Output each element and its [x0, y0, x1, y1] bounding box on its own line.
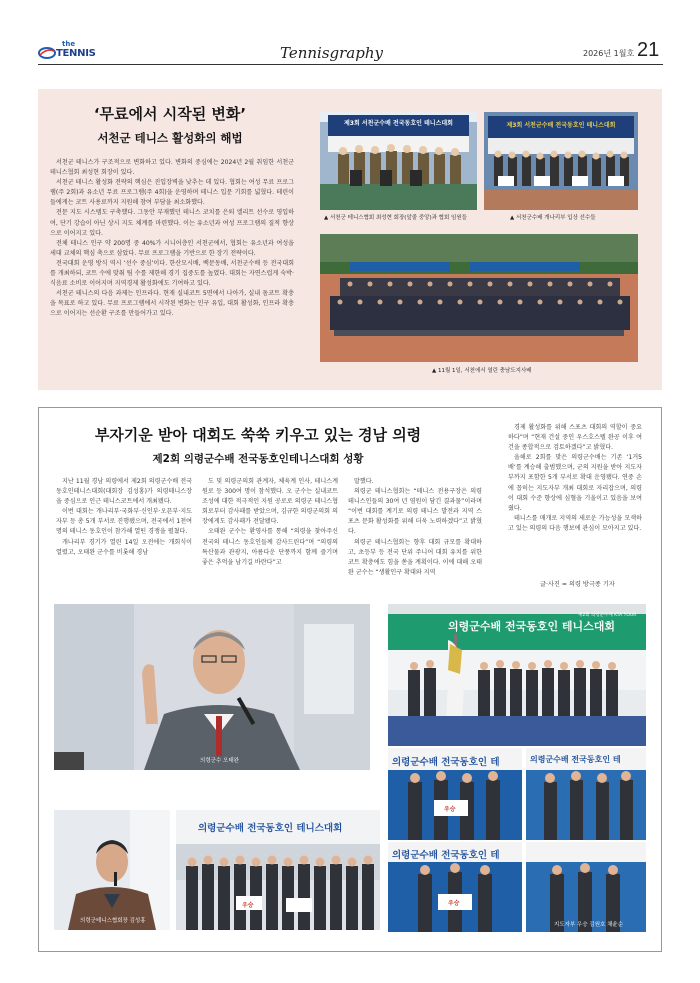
banner-text: 제3회 서천군수배 전국동호인 테니스대회: [506, 122, 616, 129]
paragraph: 올해로 2회를 맞은 의령군수배는 기존 ‘1거5배’를 계승해 출범했으며, 군의 지원을 받아 지도자부까지 포함한 5개 부서로 확대 운영됐다. 연중 손에 꼽히는 지도자부 개최 대회로 자리잡으며, 의령이 대회 수준 향상에 심혈을 기울이고 있음을 보여줬다.: [508, 454, 642, 512]
paragraph: 경제 활성화를 위해 스포츠 대회의 역할이 중요하다”며 “현재 건설 중인 우스호스텔 완공 이후 여건을 종합적으로 검토하겠다”고 밝혔다.: [508, 424, 642, 452]
article-uiryeong-subtitle: 제2회 의령군수배 전국동호인테니스대회 성황: [152, 453, 364, 465]
tennis-logo-icon: [38, 46, 56, 60]
photo-winners-2: [526, 748, 646, 840]
photo-winners-3: [388, 842, 522, 932]
paragraph: 서천군 테니스의 다음 과제는 인프라다. 현재 실내코트 5면에서 나아가, 실내 돔코트 확충을 목표로 하고 있다. 무료 프로그램에서 시작된 변화는 인구 유입, 대회 활성화, 인프라 확충으로 이어지는 선순환 구조를 만들어가고 있다.: [50, 290, 294, 318]
photo-uiryeong-group: [176, 810, 380, 930]
banner-text: 의령군수배 전국동호인 테니스대회: [198, 823, 343, 834]
article-uiryeong-col-4: [508, 423, 642, 534]
banner-text: 제3회 서천군수배 전국동호인 테니스대회: [344, 120, 453, 127]
banner-text: 의령군수배 전국동호인 테: [392, 850, 500, 861]
article-uiryeong-col-1: [56, 477, 192, 558]
page-header: [0, 0, 700, 70]
paragraph: 이번 대회는 개나리부·국화부·신인부·오픈부·지도자부 등 총 5개 부서로 진행됐으며, 전국에서 1천여 명의 테니스 동호인이 참가해 열띤 경쟁을 펼쳤다.: [56, 508, 192, 536]
banner-text: 의령군수배 전국동호인 테: [530, 755, 621, 764]
paragraph: 의령군 테니스협회는 “테니스 전용구장은 의령 테니스인들의 30여 년 염원이 담긴 결과물”이라며 “이번 대회를 계기로 의령 테니스 발전과 지역 스포츠 문화 활성화를 위해 더욱 노력하겠다”고 밝혔다.: [348, 488, 482, 536]
caption-association: ▲ 서천군 테니스협회 최성현 회장(앞줄 중앙)과 협회 임원들: [324, 215, 467, 221]
paragraph: 도 및 의령군의회 관계자, 체육계 인사, 테니스계 원로 등 300여 명이 참석했다. 오 군수는 실내코트 조성에 대한 적극적인 지원 공로로 의령군 테니스협회로부터 감사패를 받았으며, 김규한 의령군의회 의장에게도 감사패가 전달됐다.: [202, 478, 338, 526]
paragraph: 지난 11월 경남 의령에서 제2회 의령군수배 전국동호인테니스대회(대회장 김성홍)가 의령테니스장을 중심으로 인근 테니스코트에서 개최됐다.: [56, 478, 192, 506]
paragraph: 서천군 테니스가 구조적으로 변화하고 있다. 변화의 중심에는 2024년 2월 취임한 서천군테니스협회 최성현 회장이 있다.: [50, 159, 294, 177]
caption-chungnam: ▲ 11월 1일, 서천에서 열린 충남도지사배: [432, 368, 532, 374]
article-byline: 글·사진 = 의령 방극종 기자: [540, 581, 615, 588]
banner-text: 의령군수배 전국동호인 테니스대회: [448, 620, 616, 633]
trophy-label: 우승: [242, 902, 254, 909]
photo-seocheon-winners: [484, 112, 638, 210]
page-number: 21: [637, 39, 660, 61]
article-uiryeong-title: 부자기운 받아 대회도 쑥쑥 키우고 있는 경남 의령: [94, 426, 422, 444]
article-uiryeong-col-3: [348, 477, 482, 578]
paragraph: 말했다.: [354, 478, 374, 485]
logo-tennis-text: TENNIS: [56, 48, 96, 59]
trophy-label: 우승: [444, 806, 456, 813]
photo-opening-officials: [388, 604, 646, 746]
trophy-label: 우승: [448, 900, 460, 907]
paragraph: 전체 테니스 인구 약 200명 중 40%가 시니어층인 서천군에서, 협회는 유소년과 여성을 세대 교체의 핵심 축으로 삼았다. 무료 프로그램을 기반으로 한 장기 전략이다.: [50, 239, 294, 257]
article-seocheon-subtitle: 서천군 테니스 활성화의 해법: [97, 131, 243, 145]
caption-winners: ▲ 서천군수배 개나리부 입상 선수들: [510, 215, 596, 221]
issue-date: 2026년 1월호: [583, 49, 635, 58]
article-seocheon-body: [50, 158, 294, 320]
photo-winners-4: [526, 842, 646, 932]
header-divider: [38, 64, 663, 65]
paragraph: 의령군 테니스협회는 향후 대회 규모를 확대하고, 초등부 등 전국 단위 주니어 대회 유치를 위한 코트 확충에도 힘을 쏟을 계획이다. 이에 대해 오태완 군수는 “생활인구 확대와 지역: [348, 538, 482, 576]
paragraph: 오태완 군수는 환영사를 통해 “의령을 찾아주신 전국의 테니스 동호인들께 감사드린다”며 “의령의 특산물과 관광지, 아름다운 단풍까지 함께 즐기며 좋은 추억을 남기길 바란다”고: [202, 528, 338, 566]
banner-text: 의령군수배 전국동호인 테: [392, 757, 500, 768]
photo-association-president: [54, 810, 170, 930]
masthead-title: Tennisgraphy: [280, 44, 383, 62]
photo-winners-1: [388, 748, 522, 840]
paragraph: 전문 지도 시스템도 구축했다. 그동안 부재했던 테니스 코치를 은퇴 엘리트 선수로 영입하여, 단기 강습이 아닌 상시 지도 체계를 마련했다. 이는 유소년과 여성 프로그램의 질적 향상으로 이어지고 있다.: [50, 209, 294, 237]
the-tennis-logo: [38, 40, 98, 64]
banner-small-text: 제2회 의령군수배 KTA TOUR: [578, 613, 637, 618]
paragraph: 전국대회 운영 방식 역시 ‘선수 중심’이다. 한산모시배, 백문동배, 서천군수배 등 전국대회를 개최하되, 코트 수에 맞춰 팀 수를 제한해 경기 집중도를 높였다. 대회는 자연스럽게 숙박·식음료 소비로 이어지며 지역경제 활성화에도 기여하고 있다.: [50, 259, 294, 288]
photo-caption: 의령군테니스협회장 김성홍: [80, 918, 146, 924]
logo-the-text: the: [62, 40, 76, 48]
photo-caption: 의령군수 오태완: [200, 758, 239, 764]
photo-seocheon-association: [320, 112, 477, 210]
paragraph: 서천군 테니스 활성화 전략의 핵심은 진입장벽을 낮추는 데 있다. 협회는 여성 무료 프로그램(주 2회)과 유소년 무료 프로그램(주 4회)을 운영하며 테니스 입문 기회를 넓혔다. 테린이들에게는 코트 사용료까지 지원해 참여 부담을 최소화했다.: [50, 179, 294, 207]
paragraph: 개나리부 경기가 열린 14일 오전에는 개회식이 열렸고, 오태완 군수를 비롯해 경남: [56, 538, 192, 556]
article-seocheon-title: ‘무료에서 시작된 변화’: [93, 105, 247, 123]
photo-chungnam-governor-cup: [320, 234, 638, 362]
article-uiryeong-col-2: [202, 477, 338, 568]
paragraph: 테니스를 매개로 지역의 새로운 가능성을 모색하고 있는 의령의 다음 행보에 관심이 모아지고 있다.: [508, 514, 642, 532]
photo-mayor-speech: [54, 604, 370, 770]
photo-caption: 지도자부 우승 김원호 채윤순: [554, 922, 624, 928]
